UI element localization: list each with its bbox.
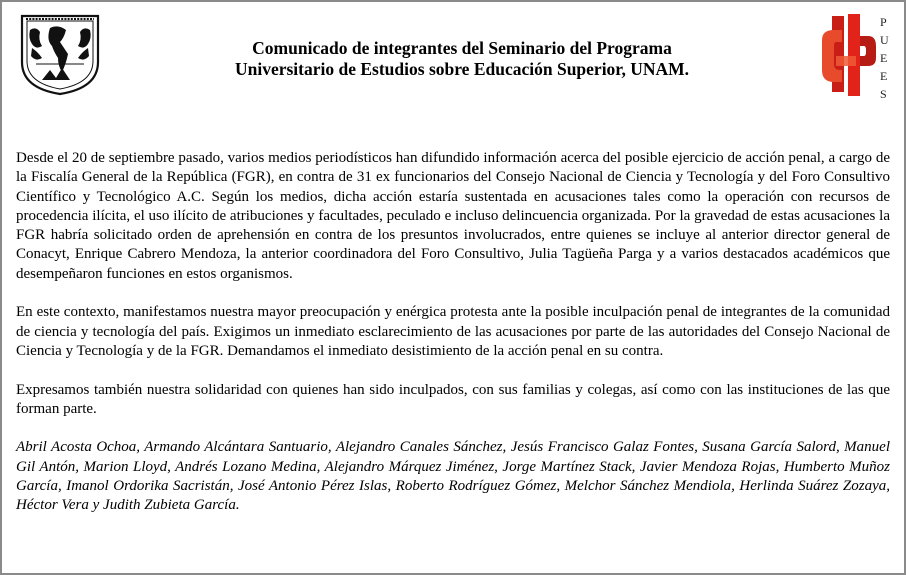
document-page xyxy=(2,2,904,573)
signers-list: Abril Acosta Ochoa, Armando Alcántara Santuario, Alejandro Canales Sánchez, Jesús Francisco Galaz Fontes, Susana García Salord, Manuel Gil Antón, Marion Lloyd, Andrés Lozano Medina, Alejandro Márquez Jiménez, Jorge Martínez Stack, Javier Mendoza Rojas, Humberto Muñoz García, Imanol Ordorika Sacristán, José Antonio Pérez Islas, Roberto Rodríguez Gómez, Melchor Sánchez Mendiola, Herlinda Suárez Zozaya, Héctor Vera y Judith Zubieta García. xyxy=(16,439,890,514)
puees-letter-e1: E xyxy=(880,51,888,65)
title-line-2: Universitario de Estudios sobre Educación Superior, UNAM. xyxy=(234,59,690,79)
paragraph-2: En este contexto, manifestamos nuestra mayor preocupación y enérgica protesta ante la posible inculpación penal de integrantes de la comunidad de ciencia y tecnología del país. Exigimos un inmediato esclarecimiento de las acusaciones por parte de las autoridades del Consejo Nacional de Ciencia y Tecnología y de la FGR. Demandamos el inmediato desistimiento de la acción penal en su contra. xyxy=(16,304,890,359)
document-title xyxy=(152,38,772,80)
puees-letter-e2: E xyxy=(880,69,888,83)
unam-seal-logo xyxy=(16,10,104,96)
puees-letter-u: U xyxy=(880,33,889,47)
title-line-1: Comunicado de integrantes del Seminario del Programa xyxy=(252,38,672,58)
puees-letter-p: P xyxy=(880,15,887,29)
puees-letter-s: S xyxy=(880,87,887,98)
puees-logo xyxy=(814,12,890,98)
paragraph-3: Expresamos también nuestra solidaridad con quienes han sido inculpados, con sus familias y colegas, así como con las instituciones de las que forman parte. xyxy=(16,381,890,417)
document-body xyxy=(16,149,890,516)
paragraph-1: Desde el 20 de septiembre pasado, varios medios periodísticos han difundido información acerca del posible ejercicio de acción penal, a cargo de la Fiscalía General de la República (FGR), en contra de 31 ex funcionarios del Consejo Nacional de Ciencia y Tecnología y del Foro Consultivo Científico y Tecnológico A.C. Según los medios, dicha acción estaría sustentada en acusaciones tales como la operación con recursos de procedencia ilícita, el uso ilícito de atribuciones y facultades, peculado e incluso delincuencia organizada. Por la gravedad de estas acusaciones la FGR habría solicitado orden de aprehensión en contra de los presuntos involucrados, entre quienes se incluye al anterior director general de Conacyt, Enrique Cabrero Mendoza, la anterior coordinadora del Foro Consultivo, Julia Tagüeña Parga y a varios destacados académicos que desempeñaron funciones en estos organismos. xyxy=(16,150,890,282)
